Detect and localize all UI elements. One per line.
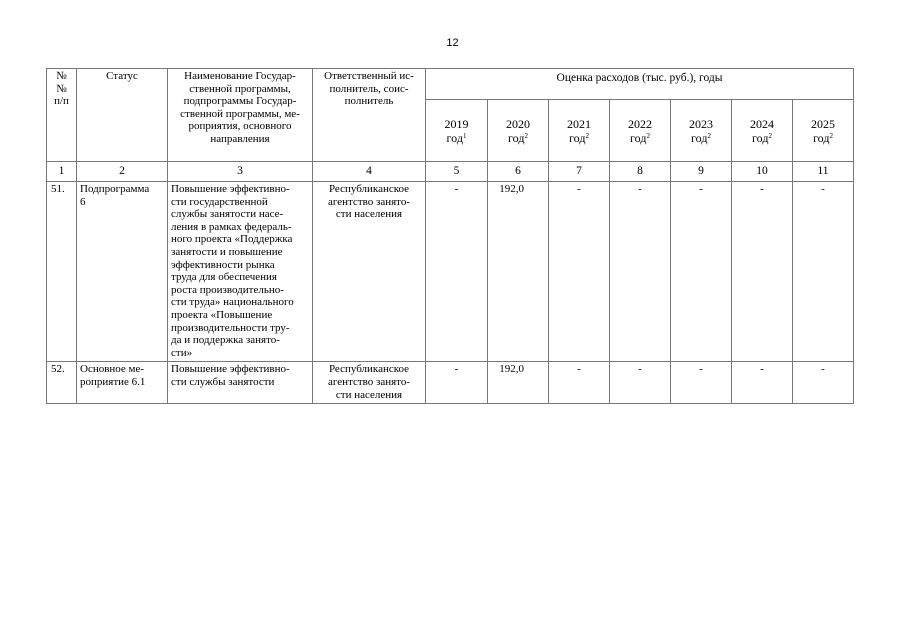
row-value-2019: - (426, 182, 488, 362)
row-value-2019: - (426, 362, 488, 404)
header-year-label: 2019 (444, 117, 469, 131)
row-value-2024: - (732, 362, 793, 404)
column-index-cell: 4 (313, 162, 426, 182)
row-number: 52. (47, 362, 77, 404)
row-value-2024: - (732, 182, 793, 362)
header-year-suffix: год (630, 131, 647, 145)
header-year-label: 2025 (811, 117, 835, 131)
column-index-row (47, 162, 854, 182)
header-status: Статус (77, 69, 168, 162)
header-year-2021 (549, 100, 610, 162)
header-num: № № п/п (47, 69, 77, 162)
row-name: Повышение эффективно- сти государственной службы занятости насе- ления в рамках федераль- ного проекта «Поддержка занятости и повышение эффективности рынка труда для обеспечения роста производительно- сти труда» национального проекта «Повышение производительности тру- да и поддержка занято- сти» (168, 182, 313, 362)
row-status: Подпрограмма 6 (77, 182, 168, 362)
header-year-footnote: 2 (768, 132, 772, 140)
header-year-footnote: 2 (524, 132, 528, 140)
column-index-cell: 10 (732, 162, 793, 182)
column-index-cell: 1 (47, 162, 77, 182)
column-index-cell: 5 (426, 162, 488, 182)
table-row (47, 362, 854, 404)
row-value-2021: - (549, 362, 610, 404)
row-value-2025: - (793, 362, 854, 404)
row-value-2023: - (671, 182, 732, 362)
row-responsible: Республиканское агентство занято- сти населения (313, 362, 426, 404)
header-year-label: 2023 (689, 117, 713, 131)
header-year-2019 (426, 100, 488, 162)
header-year-2020 (488, 100, 549, 162)
table-row (47, 182, 854, 362)
column-index-cell: 3 (168, 162, 313, 182)
row-value-2020: 192,0 (488, 182, 549, 362)
row-value-2022: - (610, 362, 671, 404)
header-year-2024 (732, 100, 793, 162)
row-responsible: Республиканское агентство занято- сти населения (313, 182, 426, 362)
row-status: Основное ме- роприятие 6.1 (77, 362, 168, 404)
header-year-2025 (793, 100, 854, 162)
header-year-footnote: 2 (707, 132, 711, 140)
row-value-2023: - (671, 362, 732, 404)
page-number: 12 (446, 37, 459, 49)
header-year-footnote: 1 (462, 132, 467, 140)
header-year-label: 2022 (628, 117, 652, 131)
row-name: Повышение эффективно- сти службы занятости (168, 362, 313, 404)
header-estimate: Оценка расходов (тыс. руб.), годы (426, 69, 854, 100)
table-body (47, 162, 854, 404)
header-responsible: Ответственный ис- полнитель, соис- полнитель (313, 69, 426, 162)
header-row-top (47, 69, 854, 100)
header-year-footnote: 2 (646, 132, 650, 140)
header-year-footnote: 2 (585, 132, 589, 140)
header-year-suffix: год (691, 131, 708, 145)
column-index-cell: 6 (488, 162, 549, 182)
header-year-suffix: год (813, 131, 830, 145)
header-year-suffix: год (752, 131, 769, 145)
header-name: Наименование Государ- ственной программы, подпрограммы Государ- ственной программы, ме- роприятия, основного направления (168, 69, 313, 162)
header-year-suffix: год (508, 131, 525, 145)
column-index-cell: 8 (610, 162, 671, 182)
column-index-cell: 11 (793, 162, 854, 182)
header-year-label: 2021 (567, 117, 591, 131)
header-year-2023 (671, 100, 732, 162)
header-year-suffix: год (569, 131, 586, 145)
column-index-cell: 7 (549, 162, 610, 182)
table-header (47, 69, 854, 162)
budget-table (46, 68, 854, 404)
header-year-label: 2024 (750, 117, 774, 131)
header-year-label: 2020 (506, 117, 530, 131)
row-number: 51. (47, 182, 77, 362)
row-value-2021: - (549, 182, 610, 362)
header-year-suffix: год (446, 131, 463, 145)
row-value-2020: 192,0 (488, 362, 549, 404)
header-year-2022 (610, 100, 671, 162)
column-index-cell: 9 (671, 162, 732, 182)
row-value-2022: - (610, 182, 671, 362)
row-value-2025: - (793, 182, 854, 362)
column-index-cell: 2 (77, 162, 168, 182)
header-year-footnote: 2 (829, 132, 833, 140)
